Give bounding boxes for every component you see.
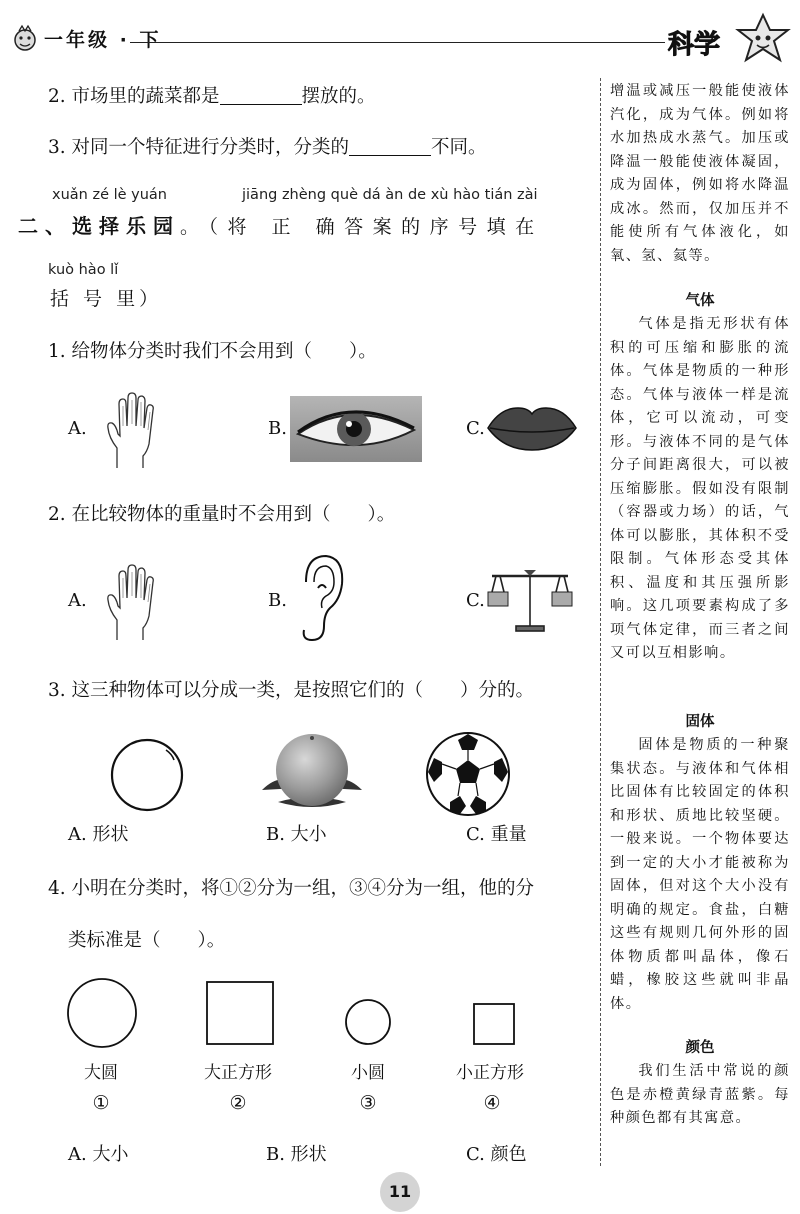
grade-label: 一年级 · 下	[44, 28, 162, 51]
mc-question-1: 1. 给物体分类时我们不会用到（ ）。	[48, 341, 377, 362]
small-circle-shape	[344, 998, 392, 1046]
section-title: 二、选择乐园	[18, 214, 180, 238]
shape-label-2: 大正方形	[204, 1063, 272, 1083]
section-heading	[18, 210, 544, 239]
question-2-blank	[48, 82, 376, 108]
q3-option-b[interactable]: B. 大小	[266, 824, 327, 845]
q2-option-c-label: C.	[466, 590, 485, 611]
mc-question-4-line2: 类标准是（ ）。	[68, 930, 226, 951]
section-note-pinyin-2: kuò hào lǐ	[48, 262, 119, 278]
hand-icon[interactable]	[103, 562, 161, 644]
answer-blank[interactable]	[349, 137, 431, 156]
section-note-pinyin: jiāng zhèng què dá àn de xù hào tián zài	[242, 187, 538, 203]
sidebar-solid-title: 固体	[685, 714, 715, 730]
q2-text-after: 摆放的。	[301, 86, 376, 107]
ear-icon[interactable]	[296, 552, 346, 644]
shape-number-4: ④	[483, 1092, 501, 1114]
q2-option-a-label: A.	[68, 590, 87, 611]
circle-sketch-icon[interactable]	[108, 736, 186, 814]
shape-label-4: 小正方形	[456, 1063, 524, 1083]
mc-question-2: 2. 在比较物体的重量时不会用到（ ）。	[48, 504, 396, 525]
subject-label: 科学	[668, 30, 721, 60]
column-divider	[600, 78, 601, 1166]
q1-option-c-label: C.	[466, 418, 485, 439]
q2-option-b-label: B.	[268, 590, 287, 611]
hand-icon[interactable]	[103, 390, 161, 472]
shape-number-1: ①	[92, 1092, 110, 1114]
q4-option-b[interactable]: B. 形状	[266, 1144, 327, 1165]
section-note-2: 括 号 里）	[50, 288, 163, 310]
mascot-icon	[10, 23, 40, 53]
mc-question-4-line1: 4. 小明在分类时，将①②分为一组，③④分为一组，他的分	[48, 878, 535, 899]
sidebar-intro: 增温或减压一般能使液体汽化，成为气体。例如将水加热成水蒸气。加压或降温一般能使液体凝固，成为固体，例如将水降温成冰。然而，仅加压并不能使所有气体液化，如氧、氢、氦等。	[610, 83, 790, 264]
shape-label-3: 小圆	[351, 1063, 385, 1083]
small-square-shape	[472, 1002, 516, 1046]
q1-option-a-label: A.	[68, 418, 87, 439]
page-number: 11	[380, 1172, 420, 1212]
shape-label-1: 大圆	[84, 1063, 118, 1083]
q4-option-c[interactable]: C. 颜色	[466, 1144, 527, 1165]
section-title-pinyin: xuǎn zé lè yuán	[52, 187, 168, 203]
answer-blank[interactable]	[220, 86, 302, 105]
sidebar-color-title: 颜色	[685, 1040, 715, 1056]
q3-option-c[interactable]: C. 重量	[466, 824, 527, 845]
q3-text-after: 不同。	[431, 137, 487, 158]
header-subject	[668, 10, 796, 68]
lips-icon[interactable]	[486, 402, 578, 454]
section-note: 。（将 正 确答案的序号填在	[180, 216, 544, 238]
large-square-shape	[205, 980, 275, 1046]
sidebar-solid-text: 固体是物质的一种聚集状态。与液体和气体相比固体有比较固定的体积和形状、质地比较坚硬。一般来说。一个物体要达到一定的大小才能被称为固体，但对这个大小没有明确的规定。食盐，白糖这些有规则几何外形的固体物质都叫晶体，像石蜡，橡胶这些就叫非晶体。	[610, 737, 790, 1012]
header-grade	[10, 18, 161, 58]
q4-option-a[interactable]: A. 大小	[68, 1144, 129, 1165]
shape-number-3: ③	[359, 1092, 377, 1114]
soccer-ball-icon[interactable]	[424, 730, 512, 818]
sidebar-gas-text: 气体是指无形状有体积的可压缩和膨胀的流体。气体是物质的一种形态。气体与液体一样是流体，它可以流动，可变形。与液体不同的是气体分子间距离很大，可以被压缩膨胀。假如没有限制（容器或力场）的话，气体可以膨胀，其体积不受限制。气体形态受其体积、温度和其压强所影响。这几项要素构成了多项气体定律，而三者之间又可以互相影响。	[610, 316, 790, 661]
orange-icon[interactable]	[258, 730, 366, 812]
large-circle-shape	[66, 977, 138, 1049]
sidebar-color-text: 我们生活中常说的颜色是赤橙黄绿青蓝紫。每种颜色都有其寓意。	[610, 1063, 790, 1126]
header-rule	[130, 42, 665, 43]
q1-option-b-label: B.	[268, 418, 287, 439]
question-3-blank	[48, 133, 487, 159]
shape-number-2: ②	[229, 1092, 247, 1114]
sidebar-gas-title: 气体	[685, 293, 715, 309]
mc-question-3: 3. 这三种物体可以分成一类，是按照它们的（ ）分的。	[48, 680, 535, 701]
q2-text-before: 2. 市场里的蔬菜都是	[48, 86, 220, 107]
q3-text-before: 3. 对同一个特征进行分类时，分类的	[48, 137, 350, 158]
q3-option-a[interactable]: A. 形状	[68, 824, 129, 845]
star-mascot-icon	[734, 12, 792, 68]
balance-scale-icon[interactable]	[484, 564, 576, 634]
eye-icon[interactable]	[290, 396, 422, 462]
